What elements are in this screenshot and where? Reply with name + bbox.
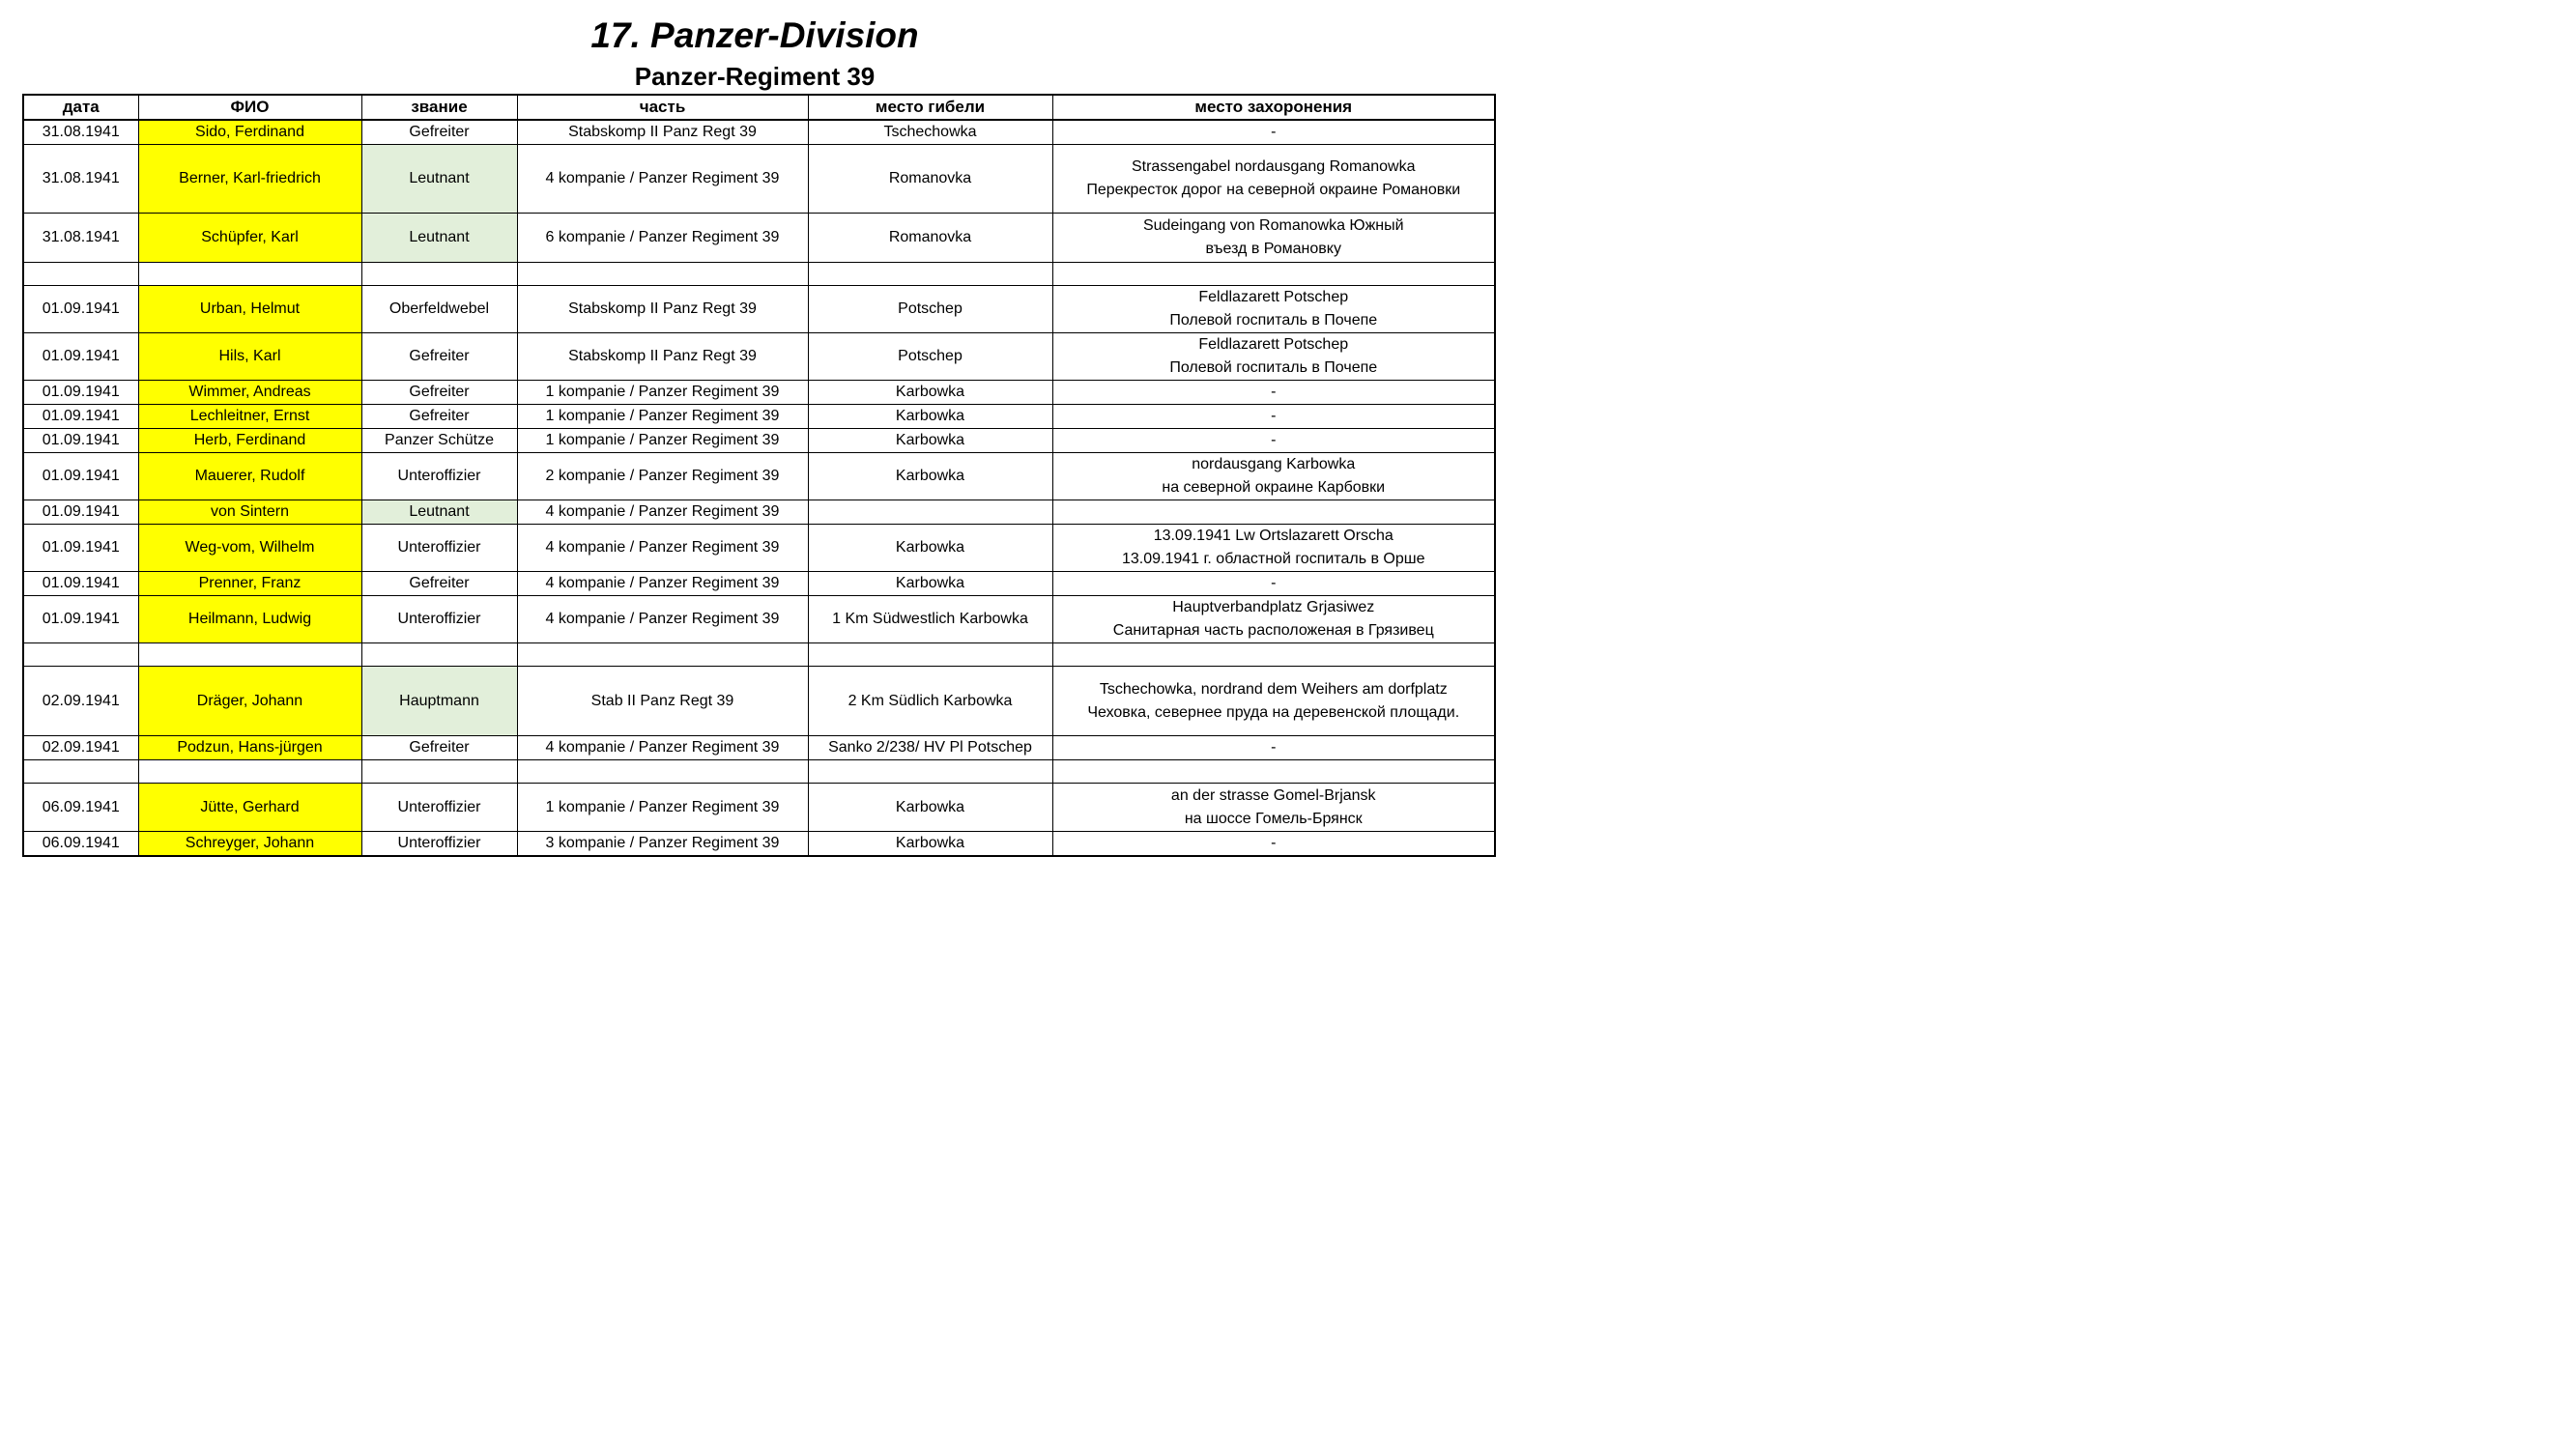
cell-date: 02.09.1941: [23, 667, 138, 736]
column-header-rank: звание: [361, 95, 517, 120]
cell-unit: 4 kompanie / Panzer Regiment 39: [517, 145, 808, 214]
burial-line: -: [1271, 124, 1277, 140]
burial-line: -: [1271, 432, 1277, 448]
cell-date: 06.09.1941: [23, 784, 138, 832]
cell-date: 01.09.1941: [23, 333, 138, 381]
cell-rank: Unteroffizier: [361, 453, 517, 500]
burial-line: Tschechowka, nordrand dem Weihers am dorfplatz: [1099, 680, 1448, 698]
table-row: [23, 405, 1495, 429]
cell-name: Jütte, Gerhard: [138, 784, 361, 832]
cell-name: Weg-vom, Wilhelm: [138, 525, 361, 572]
cell-burial-place: [1052, 214, 1495, 263]
cell-burial-place: [1052, 429, 1495, 453]
table-row: [23, 120, 1495, 145]
cell-date: [23, 760, 138, 784]
burial-line: Hauptverbandplatz Grjasiwez: [1172, 599, 1375, 615]
cell-unit: [517, 263, 808, 286]
cell-burial-place: [1052, 120, 1495, 145]
table-row: [23, 214, 1495, 263]
cell-death-place: Karbowka: [808, 405, 1052, 429]
burial-line: -: [1271, 739, 1277, 756]
cell-date: 01.09.1941: [23, 525, 138, 572]
cell-name: von Sintern: [138, 500, 361, 525]
cell-rank: [361, 263, 517, 286]
cell-unit: 6 kompanie / Panzer Regiment 39: [517, 214, 808, 263]
cell-rank: Gefreiter: [361, 736, 517, 760]
cell-burial-place: [1052, 832, 1495, 857]
cell-date: 01.09.1941: [23, 381, 138, 405]
burial-line: -: [1271, 575, 1277, 591]
cell-burial-place: [1052, 263, 1495, 286]
cell-name: [138, 760, 361, 784]
cell-date: 01.09.1941: [23, 429, 138, 453]
burial-line: Feldlazarett Potschep: [1198, 289, 1349, 305]
table-row: [23, 453, 1495, 500]
burial-line: -: [1271, 384, 1277, 400]
column-header-burial-place: место захоронения: [1052, 95, 1495, 120]
table-row: [23, 145, 1495, 214]
cell-rank: Gefreiter: [361, 333, 517, 381]
cell-unit: 1 kompanie / Panzer Regiment 39: [517, 784, 808, 832]
cell-rank: Unteroffizier: [361, 832, 517, 857]
cell-date: 01.09.1941: [23, 572, 138, 596]
page-subtitle: Panzer-Regiment 39: [634, 62, 876, 91]
cell-date: 31.08.1941: [23, 120, 138, 145]
cell-unit: 4 kompanie / Panzer Regiment 39: [517, 525, 808, 572]
burial-line: -: [1271, 835, 1277, 851]
cell-unit: 1 kompanie / Panzer Regiment 39: [517, 405, 808, 429]
cell-unit: Stabskomp II Panz Regt 39: [517, 333, 808, 381]
cell-burial-place: [1052, 667, 1495, 736]
cell-name: Mauerer, Rudolf: [138, 453, 361, 500]
table-row: [23, 667, 1495, 736]
cell-name: Prenner, Franz: [138, 572, 361, 596]
cell-death-place: Karbowka: [808, 381, 1052, 405]
cell-name: [138, 263, 361, 286]
cell-death-place: Karbowka: [808, 429, 1052, 453]
cell-unit: 1 kompanie / Panzer Regiment 39: [517, 381, 808, 405]
cell-rank: Unteroffizier: [361, 596, 517, 643]
cell-death-place: Potschep: [808, 333, 1052, 381]
cell-name: Sido, Ferdinand: [138, 120, 361, 145]
burial-line: Чеховка, севернее пруда на деревенской площади.: [1087, 703, 1460, 721]
burial-line: Санитарная часть расположеная в Грязивец: [1112, 622, 1434, 639]
cell-unit: 1 kompanie / Panzer Regiment 39: [517, 429, 808, 453]
cell-death-place: 1 Km Südwestlich Karbowka: [808, 596, 1052, 643]
cell-date: 01.09.1941: [23, 596, 138, 643]
cell-date: 06.09.1941: [23, 832, 138, 857]
cell-burial-place: [1052, 760, 1495, 784]
table-header: [23, 95, 1495, 120]
table-row: [23, 596, 1495, 643]
table-row: [23, 525, 1495, 572]
cell-name: [138, 643, 361, 667]
table-row-blank: [23, 760, 1495, 784]
cell-burial-place: [1052, 333, 1495, 381]
burial-line: an der strasse Gomel-Brjansk: [1170, 786, 1376, 804]
cell-death-place: Potschep: [808, 286, 1052, 333]
cell-burial-place: [1052, 525, 1495, 572]
burial-line: Strassengabel nordausgang Romanowka: [1131, 158, 1416, 175]
burial-line: Feldlazarett Potschep: [1198, 336, 1349, 353]
table-row: [23, 784, 1495, 832]
cell-burial-place: [1052, 500, 1495, 525]
cell-unit: 4 kompanie / Panzer Regiment 39: [517, 500, 808, 525]
cell-rank: Oberfeldwebel: [361, 286, 517, 333]
cell-death-place: Karbowka: [808, 572, 1052, 596]
cell-death-place: [808, 643, 1052, 667]
cell-unit: 4 kompanie / Panzer Regiment 39: [517, 596, 808, 643]
cell-death-place: [808, 760, 1052, 784]
cell-rank: [361, 760, 517, 784]
cell-rank: Leutnant: [361, 145, 517, 214]
cell-name: Wimmer, Andreas: [138, 381, 361, 405]
burial-line: Полевой госпиталь в Почепе: [1169, 359, 1378, 376]
column-header-unit: часть: [517, 95, 808, 120]
cell-name: Dräger, Johann: [138, 667, 361, 736]
cell-rank: Gefreiter: [361, 572, 517, 596]
cell-burial-place: [1052, 784, 1495, 832]
column-header-death-place: место гибели: [808, 95, 1052, 120]
burial-line: Sudeingang von Romanowka Южный: [1142, 217, 1404, 234]
cell-rank: Hauptmann: [361, 667, 517, 736]
cell-name: Schreyger, Johann: [138, 832, 361, 857]
cell-name: Hils, Karl: [138, 333, 361, 381]
cell-burial-place: [1052, 286, 1495, 333]
cell-death-place: Sanko 2/238/ HV Pl Potschep: [808, 736, 1052, 760]
cell-unit: [517, 760, 808, 784]
cell-name: Urban, Helmut: [138, 286, 361, 333]
cell-date: 01.09.1941: [23, 453, 138, 500]
cell-burial-place: [1052, 145, 1495, 214]
cell-date: 31.08.1941: [23, 214, 138, 263]
cell-unit: Stabskomp II Panz Regt 39: [517, 286, 808, 333]
table-row: [23, 500, 1495, 525]
burial-line: на северной окраине Карбовки: [1162, 479, 1386, 496]
cell-rank: [361, 643, 517, 667]
cell-unit: 2 kompanie / Panzer Regiment 39: [517, 453, 808, 500]
cell-unit: 4 kompanie / Panzer Regiment 39: [517, 736, 808, 760]
cell-death-place: Karbowka: [808, 525, 1052, 572]
cell-date: 31.08.1941: [23, 145, 138, 214]
table-row: [23, 381, 1495, 405]
cell-name: Lechleitner, Ernst: [138, 405, 361, 429]
cell-death-place: Romanovka: [808, 145, 1052, 214]
cell-burial-place: [1052, 453, 1495, 500]
burial-line: Перекресток дорог на северной окраине Романовки: [1086, 182, 1461, 198]
column-header-date: дата: [23, 95, 138, 120]
cell-rank: Unteroffizier: [361, 784, 517, 832]
cell-date: [23, 263, 138, 286]
table-row-blank: [23, 263, 1495, 286]
cell-rank: Gefreiter: [361, 120, 517, 145]
cell-rank: Panzer Schütze: [361, 429, 517, 453]
cell-rank: Leutnant: [361, 500, 517, 525]
table-row: [23, 832, 1495, 857]
cell-unit: [517, 643, 808, 667]
cell-death-place: [808, 263, 1052, 286]
cell-name: Schüpfer, Karl: [138, 214, 361, 263]
cell-rank: Gefreiter: [361, 381, 517, 405]
header-row: [23, 95, 1495, 120]
column-header-name: ФИО: [138, 95, 361, 120]
cell-rank: Leutnant: [361, 214, 517, 263]
table-row: [23, 333, 1495, 381]
cell-death-place: Karbowka: [808, 832, 1052, 857]
table-row: [23, 286, 1495, 333]
cell-date: 02.09.1941: [23, 736, 138, 760]
cell-name: Herb, Ferdinand: [138, 429, 361, 453]
table-row: [23, 429, 1495, 453]
burial-line: въезд в Романовку: [1205, 241, 1341, 257]
cell-death-place: Romanovka: [808, 214, 1052, 263]
cell-burial-place: [1052, 643, 1495, 667]
cell-burial-place: [1052, 405, 1495, 429]
cell-date: 01.09.1941: [23, 405, 138, 429]
cell-date: 01.09.1941: [23, 500, 138, 525]
cell-burial-place: [1052, 572, 1495, 596]
burial-line: 13.09.1941 г. областной госпиталь в Орше: [1122, 551, 1425, 567]
page-title: 17. Panzer-Division: [590, 15, 919, 55]
cell-death-place: Tschechowka: [808, 120, 1052, 145]
burial-line: nordausgang Karbowka: [1192, 456, 1356, 472]
cell-death-place: Karbowka: [808, 453, 1052, 500]
cell-name: Heilmann, Ludwig: [138, 596, 361, 643]
cell-death-place: [808, 500, 1052, 525]
cell-rank: Unteroffizier: [361, 525, 517, 572]
burial-line: Полевой госпиталь в Почепе: [1169, 312, 1378, 328]
table-row: [23, 572, 1495, 596]
burial-line: -: [1271, 408, 1277, 424]
cell-name: Podzun, Hans-jürgen: [138, 736, 361, 760]
table-body: [23, 120, 1495, 856]
cell-date: 01.09.1941: [23, 286, 138, 333]
cell-date: [23, 643, 138, 667]
cell-unit: Stab II Panz Regt 39: [517, 667, 808, 736]
table-row-blank: [23, 643, 1495, 667]
burial-line: на шоссе Гомель-Брянск: [1184, 810, 1363, 827]
cell-burial-place: [1052, 736, 1495, 760]
cell-unit: Stabskomp II Panz Regt 39: [517, 120, 808, 145]
burial-line: 13.09.1941 Lw Ortslazarett Orscha: [1153, 528, 1393, 544]
cell-unit: 3 kompanie / Panzer Regiment 39: [517, 832, 808, 857]
cell-death-place: Karbowka: [808, 784, 1052, 832]
cell-rank: Gefreiter: [361, 405, 517, 429]
cell-name: Berner, Karl-friedrich: [138, 145, 361, 214]
cell-burial-place: [1052, 596, 1495, 643]
casualty-table: [22, 94, 1496, 857]
table-row: [23, 736, 1495, 760]
cell-burial-place: [1052, 381, 1495, 405]
cell-death-place: 2 Km Südlich Karbowka: [808, 667, 1052, 736]
cell-unit: 4 kompanie / Panzer Regiment 39: [517, 572, 808, 596]
